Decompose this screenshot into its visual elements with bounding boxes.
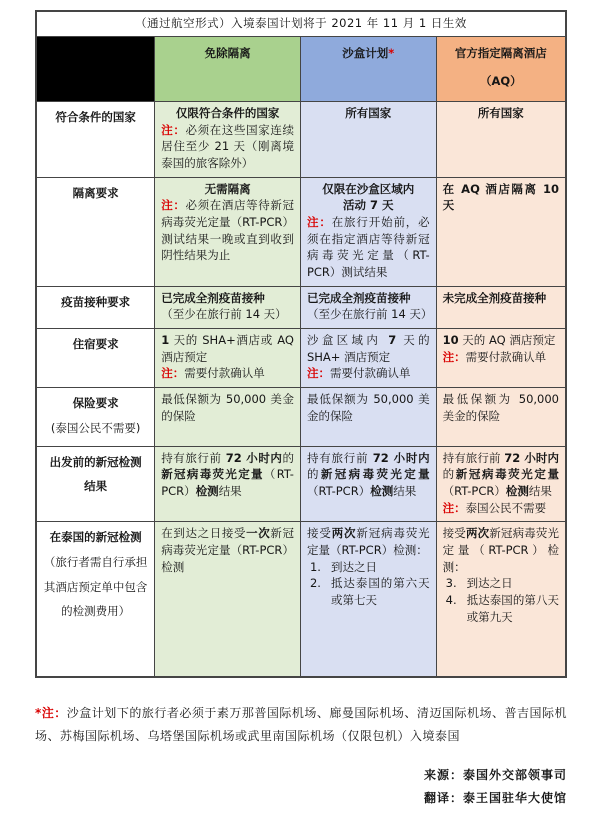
- text-segment: 隔离要求: [72, 185, 119, 200]
- credits: [35, 764, 567, 811]
- text-segment: 所有国家: [477, 106, 524, 120]
- text-segment: （至少在旅行前 14 天）: [161, 307, 287, 322]
- text-segment: (泰国公民不需要): [50, 420, 141, 435]
- text-segment: （AQ）: [479, 73, 522, 88]
- text-line: [161, 332, 294, 365]
- text-segment: 新冠病毒荧光定量: [161, 467, 264, 482]
- text-segment: （RT-PCR）: [306, 483, 371, 498]
- table-row: [36, 286, 566, 328]
- text-line: [443, 391, 559, 424]
- text-line: [443, 500, 559, 517]
- text-segment: 住宿要求: [72, 337, 119, 352]
- text-segment: 已完成全剂疫苗接种: [306, 290, 411, 305]
- text-segment: 出发前的新冠检测: [49, 454, 142, 469]
- text-segment: 注：: [306, 366, 330, 381]
- cell-exemption: [155, 446, 301, 522]
- cell-exemption: [155, 102, 301, 178]
- text-segment: 的: [282, 450, 294, 465]
- text-line: [161, 290, 294, 307]
- text-segment: *: [388, 46, 395, 60]
- text-segment: 需要付款确认单: [329, 366, 411, 381]
- text-segment: 天的 SHA+ 酒店预定: [306, 333, 430, 364]
- column-header-row: [36, 37, 566, 102]
- text-segment: 抵达泰国的第八天或第九天: [466, 592, 559, 624]
- text-segment: 沙盒区域内: [306, 333, 389, 348]
- table-row: [36, 446, 566, 522]
- row-header: [36, 388, 155, 446]
- text-line: [443, 450, 559, 500]
- text-segment: 符合条件的国家: [55, 110, 136, 124]
- row-header: [36, 522, 155, 678]
- text-segment: 结果: [393, 483, 417, 498]
- text-line: [161, 105, 294, 122]
- cell-aq: [436, 286, 566, 328]
- table-row: [36, 388, 566, 446]
- text-segment: 新冠病毒荧光定量（RT-PCR）检测：: [442, 526, 560, 574]
- text-line: [443, 290, 559, 307]
- list-number: 1.: [309, 559, 321, 574]
- cell-aq: [436, 329, 566, 388]
- text-segment: 官方指定隔离酒店: [454, 46, 547, 60]
- text-segment: 已完成全剂疫苗接种: [161, 290, 265, 305]
- text-line: [161, 450, 294, 500]
- text-line: [307, 181, 430, 198]
- text-line: [43, 474, 148, 499]
- text-segment: 的: [442, 467, 456, 482]
- text-segment: 泰国公民不需要: [465, 500, 547, 515]
- text-segment: 到达之日: [466, 576, 513, 591]
- text-segment: 在泰国的新冠检测: [49, 530, 142, 545]
- text-line: [307, 559, 430, 576]
- text-segment: （RT-PCR）: [161, 467, 294, 498]
- text-line: [307, 365, 430, 382]
- text-segment: 注：: [306, 215, 332, 230]
- text-line: [161, 365, 294, 382]
- text-segment: 需要付款确认单: [465, 349, 547, 364]
- text-line: [161, 40, 294, 68]
- cell-exemption: [155, 286, 301, 328]
- text-line: [443, 525, 559, 575]
- text-line: [443, 181, 559, 214]
- column-header-aq: [436, 37, 566, 102]
- text-segment: 在 AQ 酒店隔离 10 天: [442, 181, 559, 213]
- text-line: [443, 68, 559, 96]
- text-segment: 活动 7 天: [343, 198, 394, 213]
- text-line: [443, 105, 559, 122]
- text-segment: 必须在酒店等待新冠病毒荧光定量（RT-PCR）测试结果一晚或直到收到阴性结果为止: [161, 198, 294, 263]
- text-segment: 接受: [442, 526, 466, 541]
- text-segment: 到达之日: [330, 559, 377, 574]
- text-segment: 最低保额为 50,000 美金的保险: [442, 392, 559, 423]
- text-segment: 新冠病毒荧光定量: [455, 467, 560, 482]
- entry-plan-table: [35, 10, 567, 678]
- list-number: 4.: [445, 592, 457, 607]
- text-line: [161, 391, 294, 424]
- text-segment: 天的 AQ 酒店预定: [458, 333, 556, 348]
- text-segment: 新冠病毒荧光定量（RT-PCR）检测: [161, 526, 294, 574]
- cell-aq: [436, 388, 566, 446]
- cell-aq: [436, 522, 566, 678]
- credit-translation: 翻译：泰王国驻华大使馆: [423, 791, 567, 806]
- list-number: 2.: [309, 576, 321, 591]
- text-segment: 天的 SHA+酒店或 AQ 酒店预定: [161, 333, 294, 364]
- text-segment: （RT-PCR）: [442, 483, 506, 498]
- row-header: [36, 177, 155, 286]
- cell-exemption: [155, 177, 301, 286]
- footnote-text: 沙盒计划下的旅行者必须于素万那普国际机场、廊曼国际机场、清迈国际机场、普吉国际机场、苏梅国际机场、乌塔堡国际机场或武里南国际机场（仅限包机）入境泰国: [35, 706, 567, 743]
- text-segment: 抵达泰国的第六天或第七天: [330, 576, 430, 607]
- text-line: [161, 525, 294, 575]
- cell-sandbox: [300, 102, 436, 178]
- table-row: [36, 329, 566, 388]
- text-line: [307, 197, 430, 214]
- text-segment: 一次: [246, 526, 271, 541]
- row-header: [36, 329, 155, 388]
- text-segment: 10: [442, 333, 459, 348]
- text-segment: 检测: [370, 483, 394, 498]
- text-segment: 所有国家: [345, 106, 392, 120]
- text-line: [43, 290, 148, 315]
- cell-exemption: [155, 329, 301, 388]
- text-segment: 必须在这些国家连续居住至少 21 天（刚离境泰国的旅客除外）: [161, 122, 294, 171]
- text-segment: 免除隔离: [204, 46, 251, 60]
- credit-source: 来源：泰国外交部领事司: [423, 767, 567, 782]
- text-segment: 最低保额为 50,000 美金的保险: [306, 392, 430, 423]
- text-segment: 结果: [218, 483, 242, 498]
- text-segment: 的: [306, 467, 321, 482]
- text-segment: 注：: [161, 366, 185, 381]
- text-line: [43, 416, 148, 441]
- text-segment: 持有旅行前: [161, 450, 226, 465]
- title-row: [36, 11, 566, 37]
- text-line: [443, 40, 559, 68]
- text-line: [443, 332, 559, 349]
- text-segment: 注：: [442, 349, 466, 364]
- text-line: [443, 349, 559, 366]
- text-line: [307, 575, 430, 608]
- text-line: [307, 290, 430, 307]
- text-line: [307, 450, 430, 500]
- row-header: [36, 286, 155, 328]
- table-body: [36, 102, 566, 678]
- text-segment: 结果: [84, 479, 108, 494]
- text-segment: 结果: [528, 483, 552, 498]
- column-header-exemption: [155, 37, 301, 102]
- text-segment: 仅限在沙盒区域内: [322, 181, 415, 196]
- text-segment: 注：: [161, 198, 186, 213]
- text-line: [43, 332, 148, 357]
- text-line: [307, 214, 430, 281]
- text-line: [306, 306, 433, 323]
- text-segment: 需要付款确认单: [184, 366, 265, 381]
- cell-sandbox: [300, 329, 436, 388]
- text-line: [43, 105, 148, 130]
- table-row: [36, 522, 566, 678]
- text-segment: 沙盒计划: [342, 46, 389, 60]
- cell-sandbox: [300, 522, 436, 678]
- text-line: [307, 525, 430, 558]
- text-segment: 在到达之日接受: [161, 526, 247, 541]
- text-line: [161, 197, 294, 264]
- cell-exemption: [155, 388, 301, 446]
- text-segment: 仅限符合条件的国家: [175, 106, 280, 120]
- text-segment: 两次: [331, 526, 357, 541]
- text-line: [43, 391, 148, 416]
- text-segment: 检测: [505, 483, 529, 498]
- text-segment: 注：: [442, 500, 466, 515]
- text-line: [43, 525, 148, 550]
- text-segment: 新冠病毒荧光定量（RT-PCR）检测：: [306, 526, 430, 557]
- text-line: [161, 306, 294, 323]
- table-row: [36, 177, 566, 286]
- cell-exemption: [155, 522, 301, 678]
- text-line: [43, 181, 148, 206]
- text-segment: 72 小时内: [372, 450, 430, 465]
- table-row: [36, 102, 566, 178]
- text-segment: 72 小时内: [225, 450, 283, 465]
- text-line: [43, 550, 148, 624]
- text-line: [161, 181, 294, 198]
- footnote-marker: *注：: [35, 706, 67, 721]
- row-header: [36, 446, 155, 522]
- text-segment: 新冠病毒荧光定量: [320, 467, 430, 482]
- text-segment: 7: [388, 333, 397, 348]
- text-segment: （旅行者需自行承担其酒店预定单中包含的检测费用）: [43, 554, 148, 619]
- text-segment: 在旅行开始前，必须在指定酒店等待新冠病毒荧光定量（RT-PCR）测试结果: [306, 215, 430, 280]
- text-segment: 检测: [195, 483, 219, 498]
- row-header: [36, 102, 155, 178]
- cell-sandbox: [300, 446, 436, 522]
- text-segment: 两次: [465, 526, 490, 541]
- text-line: [43, 450, 148, 475]
- cell-aq: [436, 177, 566, 286]
- text-segment: 接受: [306, 526, 332, 541]
- text-line: [307, 391, 430, 424]
- text-segment: 保险要求: [72, 396, 119, 411]
- table-title: （通过航空形式）入境泰国计划将于 2021 年 11 月 1 日生效: [36, 11, 566, 37]
- list-number: 3.: [445, 576, 457, 591]
- text-segment: 最低保额为 50,000 美金的保险: [161, 392, 294, 423]
- text-line: [307, 332, 430, 365]
- cell-aq: [436, 102, 566, 178]
- cell-sandbox: [300, 177, 436, 286]
- column-header-sandbox: [300, 37, 436, 102]
- text-line: [307, 40, 430, 68]
- text-segment: （至少在旅行前 14 天）: [306, 307, 433, 322]
- text-segment: 无需隔离: [204, 181, 251, 196]
- text-segment: 72 小时内: [504, 450, 560, 465]
- text-segment: 持有旅行前: [306, 450, 373, 465]
- text-segment: 未完成全剂疫苗接种: [442, 290, 547, 305]
- text-segment: 持有旅行前: [442, 450, 505, 465]
- text-line: [443, 575, 559, 592]
- cell-sandbox: [300, 286, 436, 328]
- text-segment: 注：: [161, 122, 186, 137]
- text-line: [443, 592, 559, 625]
- corner-black-cell: [36, 37, 155, 102]
- text-segment: 疫苗接种要求: [61, 294, 131, 309]
- text-line: [307, 105, 430, 122]
- cell-aq: [436, 446, 566, 522]
- footnote: [35, 702, 567, 748]
- text-line: [161, 122, 294, 172]
- cell-sandbox: [300, 388, 436, 446]
- text-segment: 1: [161, 333, 170, 348]
